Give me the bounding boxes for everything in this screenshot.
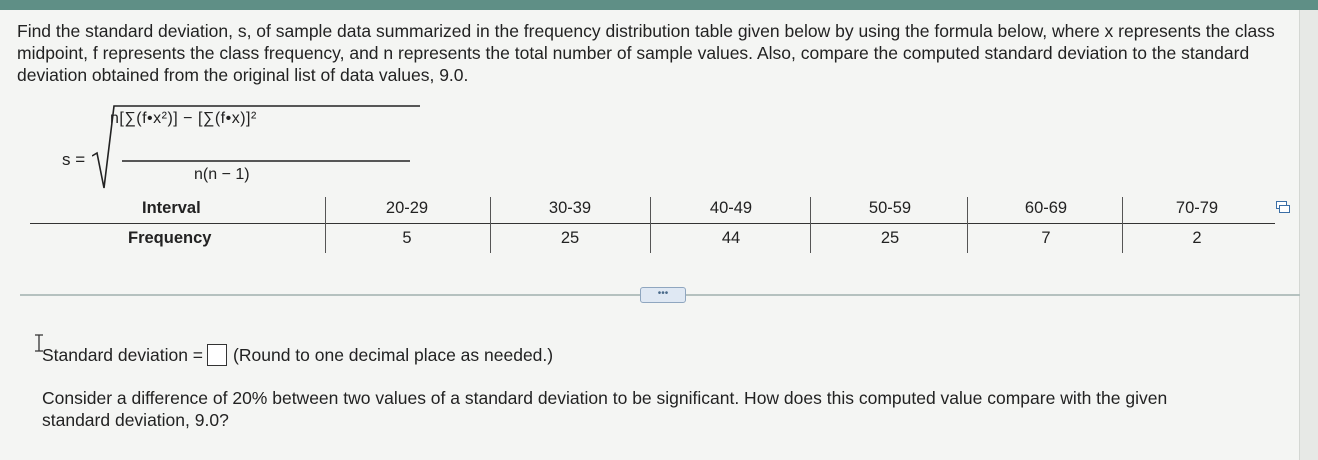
table-column-divider (967, 197, 968, 253)
expand-button[interactable]: ••• (640, 287, 686, 303)
table-cell-frequency: 2 (1192, 229, 1202, 247)
formula-denominator: n(n − 1) (194, 166, 250, 183)
table-column-divider (810, 197, 811, 253)
question-text: Find the standard deviation, s, of sample data summarized in the frequency distribution table given below by using the formula below, where x represents the class midpoint, f represents the class frequency, and n represents the total number of sample values. Also, compare the computed standard deviation to the standard deviation obtained from the original list of data values, 9.0. (17, 21, 1275, 85)
table-cell-frequency: 25 (880, 229, 900, 247)
table-column-divider (325, 197, 326, 253)
copy-icon[interactable] (1276, 201, 1290, 213)
table-cell-interval: 40-49 (709, 199, 753, 217)
followup-question: Consider a difference of 20% between two values of a standard deviation to be significant. How does this computed value compare with the given standard deviation, 9.0? (42, 388, 1168, 430)
row-header-frequency: Frequency (128, 229, 212, 247)
table-cell-interval: 50-59 (868, 199, 912, 217)
table-cell-frequency: 25 (560, 229, 580, 247)
answer-hint: (Round to one decimal place as needed.) (233, 345, 554, 365)
table-row-divider (30, 223, 1275, 224)
table-cell-interval: 60-69 (1024, 199, 1068, 217)
frequency-table (30, 193, 1280, 255)
std-dev-formula (62, 104, 422, 194)
row-header-interval: Interval (142, 199, 201, 217)
table-column-divider (1122, 197, 1123, 253)
formula-lhs: s = (62, 150, 86, 169)
top-accent-bar (0, 0, 1318, 10)
table-cell-frequency: 5 (402, 229, 412, 247)
table-cell-interval: 30-39 (548, 199, 592, 217)
answer-line (42, 344, 553, 366)
table-cell-frequency: 7 (1041, 229, 1051, 247)
std-dev-answer-input[interactable] (207, 344, 227, 366)
table-column-divider (650, 197, 651, 253)
table-column-divider (490, 197, 491, 253)
table-cell-frequency: 44 (721, 229, 741, 247)
formula-numerator: n[∑(f•x²)] − [∑(f•x)]² (110, 110, 257, 127)
table-cell-interval: 20-29 (385, 199, 429, 217)
table-cell-interval: 70-79 (1175, 199, 1219, 217)
answer-label: Standard deviation = (42, 345, 204, 365)
